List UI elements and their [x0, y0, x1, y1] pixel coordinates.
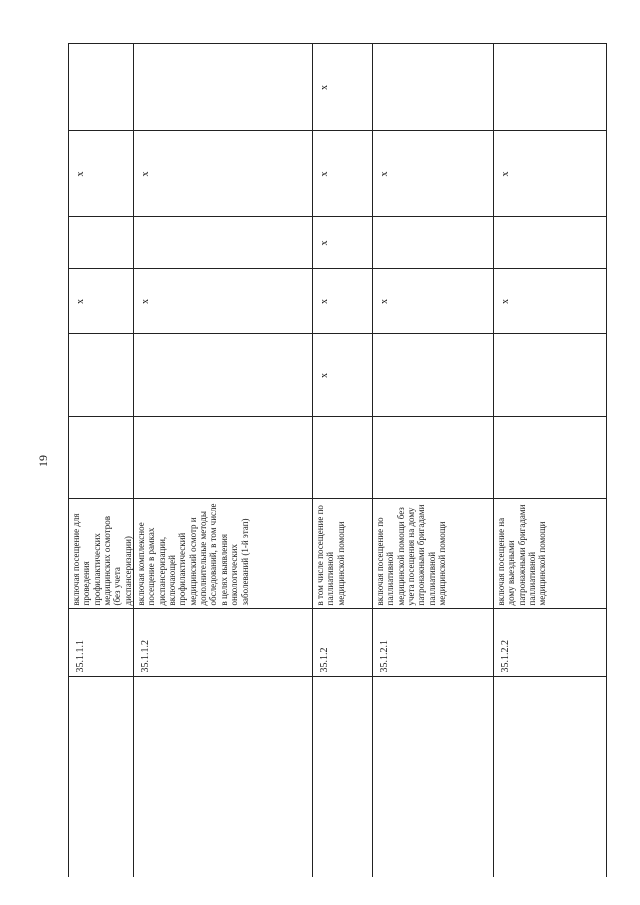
row-description-cell [313, 499, 373, 609]
mark-cell: x [373, 131, 494, 217]
row-description: в том числе посещение по паллиативной медицинской помощи [315, 505, 346, 606]
row-description: включая посещение по паллиативной медицинской помощи без учета посещения на дому патронажными бригадами паллиативной медицинской помощи [375, 504, 448, 606]
empty-cell [134, 677, 313, 877]
mark-cell: x [313, 131, 373, 217]
mark-cell [134, 417, 313, 499]
row-description-cell [69, 499, 134, 609]
mark-cell [373, 334, 494, 417]
mark-cell: x [373, 269, 494, 334]
mark-cell [373, 217, 494, 269]
mark-cell [69, 334, 134, 417]
mark-cell: x [313, 44, 373, 131]
empty-cell [69, 677, 134, 877]
table-row [134, 44, 313, 877]
mark-cell [69, 44, 134, 131]
mark-cell: x [313, 269, 373, 334]
mark-cell [69, 217, 134, 269]
empty-cell [313, 677, 373, 877]
row-code: 35.1.2 [313, 609, 373, 677]
row-description: включая посещение на дому выездными патронажными бригадами паллиативной медицинской помощи [496, 504, 548, 606]
row-description-cell [134, 499, 313, 609]
mark-cell [313, 417, 373, 499]
mark-cell [373, 44, 494, 131]
row-code: 35.1.1.2 [134, 609, 313, 677]
rotated-table-page [68, 44, 603, 877]
row-description: включая посещение для проведения профилактических медицинских осмотров (без учета диспансеризации) [71, 513, 133, 606]
mark-cell [494, 334, 607, 417]
mark-cell [494, 44, 607, 131]
mark-cell [494, 417, 607, 499]
row-description: включая комплексное посещение в рамках диспансеризации, включающей профилактический медицинский осмотр и дополнительные методы обследований, в том числе в целях выявления онкологических заболеваний (1-й этап) [136, 503, 250, 606]
mark-cell [373, 417, 494, 499]
mark-cell [134, 44, 313, 131]
mark-cell: x [313, 334, 373, 417]
page-number: 19 [36, 455, 50, 467]
mark-cell [134, 334, 313, 417]
row-description-cell [373, 499, 494, 609]
mark-cell: x [69, 131, 134, 217]
mark-cell [69, 417, 134, 499]
table-row [69, 44, 134, 877]
empty-cell [373, 677, 494, 877]
mark-cell: x [494, 269, 607, 334]
table-row [313, 44, 373, 877]
data-table [68, 44, 607, 878]
mark-cell: x [313, 217, 373, 269]
mark-cell: x [134, 269, 313, 334]
empty-cell [494, 677, 607, 877]
mark-cell: x [69, 269, 134, 334]
row-code: 35.1.2.1 [373, 609, 494, 677]
mark-cell [134, 217, 313, 269]
row-code: 35.1.2.2 [494, 609, 607, 677]
row-code: 35.1.1.1 [69, 609, 134, 677]
mark-cell: x [134, 131, 313, 217]
row-description-cell [494, 499, 607, 609]
mark-cell [494, 217, 607, 269]
table-row [494, 44, 607, 877]
mark-cell: x [494, 131, 607, 217]
table-row [373, 44, 494, 877]
